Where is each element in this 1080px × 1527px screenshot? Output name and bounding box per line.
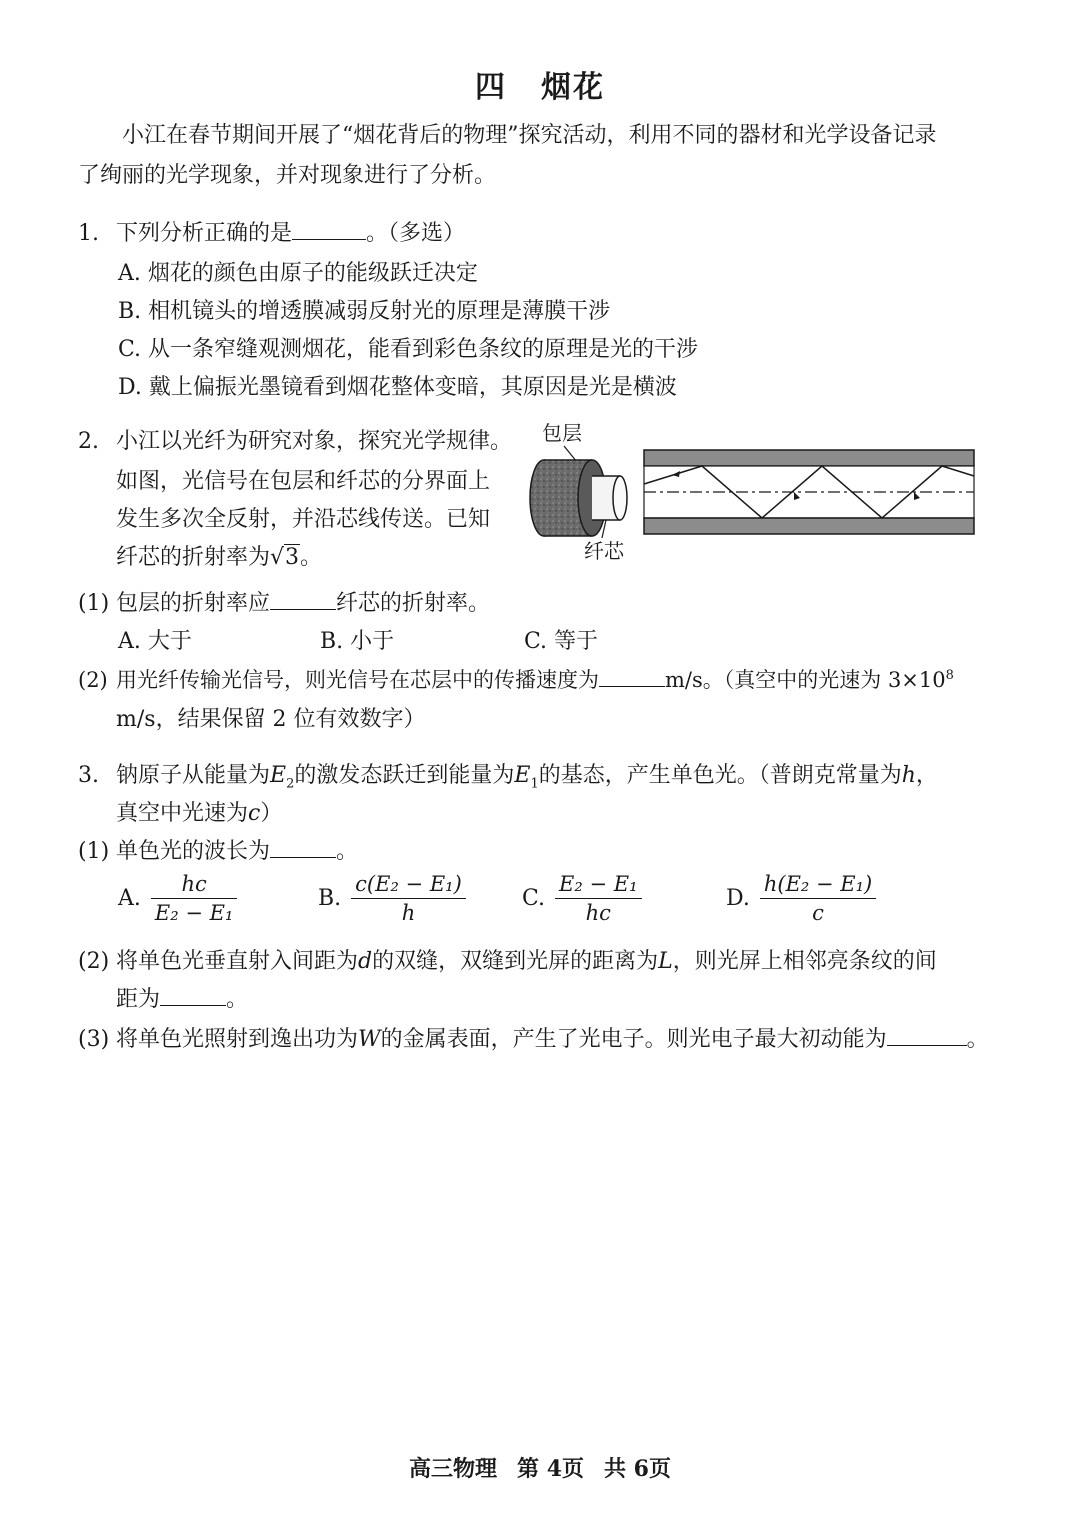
q2-sub2-blank[interactable] xyxy=(599,666,665,687)
q1-stem: 1. 下列分析正确的是 。（多选） xyxy=(78,221,466,246)
q2-stem-line-2: 如图，光信号在包层和纤芯的分界面上 xyxy=(116,469,491,494)
q3-sub3-stem: (3) 将单色光照射到逸出功为W的金属表面，产生了光电子。则光电子最大初动能为 。 xyxy=(78,1027,989,1052)
footer-subject: 高三物理 xyxy=(409,1456,498,1482)
q1-option-c: C. 从一条窄缝观测烟花，能看到彩色条纹的原理是光的干涉 xyxy=(118,337,699,362)
q2-sub2-line-2: m/s，结果保留 2 位有效数字） xyxy=(116,707,426,732)
q2-stem-line-4: 纤芯的折射率为√3。 xyxy=(116,545,323,570)
optical-fiber-diagram xyxy=(522,418,982,568)
q3-sub1-blank[interactable] xyxy=(270,837,336,858)
fraction-d: $\frac{\text{h(E₂ − E₁)}}{c}$ xyxy=(760,872,876,925)
q3-sub3-blank[interactable] xyxy=(887,1025,967,1046)
section-title xyxy=(0,62,1080,106)
q2-sub1-option-c: C. 等于 xyxy=(524,629,599,654)
q2-sub2-stem: (2) 用光纤传输光信号，则光信号在芯层中的传播速度为 m/s。（真空中的光速为 $3\times 10^8$ xyxy=(78,668,954,692)
q3-sub1-option-b: B. $\frac{\text{c(E₂ − E₁)}}{h}$ xyxy=(318,872,466,925)
q3-sub1-option-d: D. $\frac{\text{h(E₂ − E₁)}}{c}$ xyxy=(726,872,876,925)
q2-sub1-option-b: B. 小于 xyxy=(320,629,395,654)
q1-option-a: A. 烟花的颜色由原子的能级跃迁决定 xyxy=(118,261,478,286)
section-name: 烟花 xyxy=(541,70,605,105)
label-core: 纤芯 xyxy=(584,539,624,563)
label-cladding: 包层 xyxy=(542,421,582,445)
fraction-c: $\frac{\text{E₂ − E₁}}{hc}$ xyxy=(555,872,641,925)
q3-sub2-line-2: 距为 。 xyxy=(116,987,249,1012)
section-number: 四 xyxy=(475,70,507,105)
q2-stem-line-1: 2. 小江以光纤为研究对象，探究光学规律。 xyxy=(78,429,513,454)
q3-sub1-option-a: A. $\frac{hc}{\text{E₂ − E₁}}$ xyxy=(118,872,237,925)
q3-sub1-option-c: C. $\frac{\text{E₂ − E₁}}{hc}$ xyxy=(522,872,642,925)
q3-stem-line-2: 真空中光速为c） xyxy=(116,801,283,826)
q2-sub1-option-a: A. 大于 xyxy=(118,629,192,654)
q3-number: 3. xyxy=(78,763,99,788)
q1-option-b: B. 相机镜头的增透膜减弱反射光的原理是薄膜干涉 xyxy=(118,299,611,324)
q3-sub2-stem: (2) 将单色光垂直射入间距为d的双缝，双缝到光屏的距离为L，则光屏上相邻亮条纹的间 xyxy=(78,949,937,974)
q2-number: 2. xyxy=(78,429,99,454)
q2-sub1-stem: (1) 包层的折射率应 纤芯的折射率。 xyxy=(78,591,491,616)
footer-page: 第 4页 xyxy=(517,1456,584,1482)
q3-stem-line-1: 3. 钠原子从能量为$E_2$的激发态跃迁到能量为$E_1$的基态，产生单色光。（普朗克常量为h， xyxy=(78,763,938,792)
page-footer xyxy=(0,1452,1080,1483)
intro-line-1: 小江在春节期间开展了“烟花背后的物理”探究活动，利用不同的器材和光学设备记录 xyxy=(122,123,937,148)
q2-sub1-blank[interactable] xyxy=(270,589,336,610)
fraction-a: $\frac{hc}{\text{E₂ − E₁}}$ xyxy=(151,872,237,925)
intro-line-2: 了绚丽的光学现象，并对现象进行了分析。 xyxy=(78,163,497,188)
q1-answer-blank[interactable] xyxy=(292,219,366,240)
fraction-b: $\frac{\text{c(E₂ − E₁)}}{h}$ xyxy=(351,872,466,925)
sqrt-symbol: √3 xyxy=(270,545,300,570)
footer-total: 共 6页 xyxy=(604,1456,671,1482)
q3-sub2-blank[interactable] xyxy=(160,985,226,1006)
q1-number: 1. xyxy=(78,221,99,246)
q3-sub1-stem: (1) 单色光的波长为 。 xyxy=(78,839,359,864)
q1-option-d: D. 戴上偏振光墨镜看到烟花整体变暗，其原因是光是横波 xyxy=(118,375,677,400)
q2-stem-line-3: 发生多次全反射，并沿芯线传送。已知 xyxy=(116,507,491,532)
